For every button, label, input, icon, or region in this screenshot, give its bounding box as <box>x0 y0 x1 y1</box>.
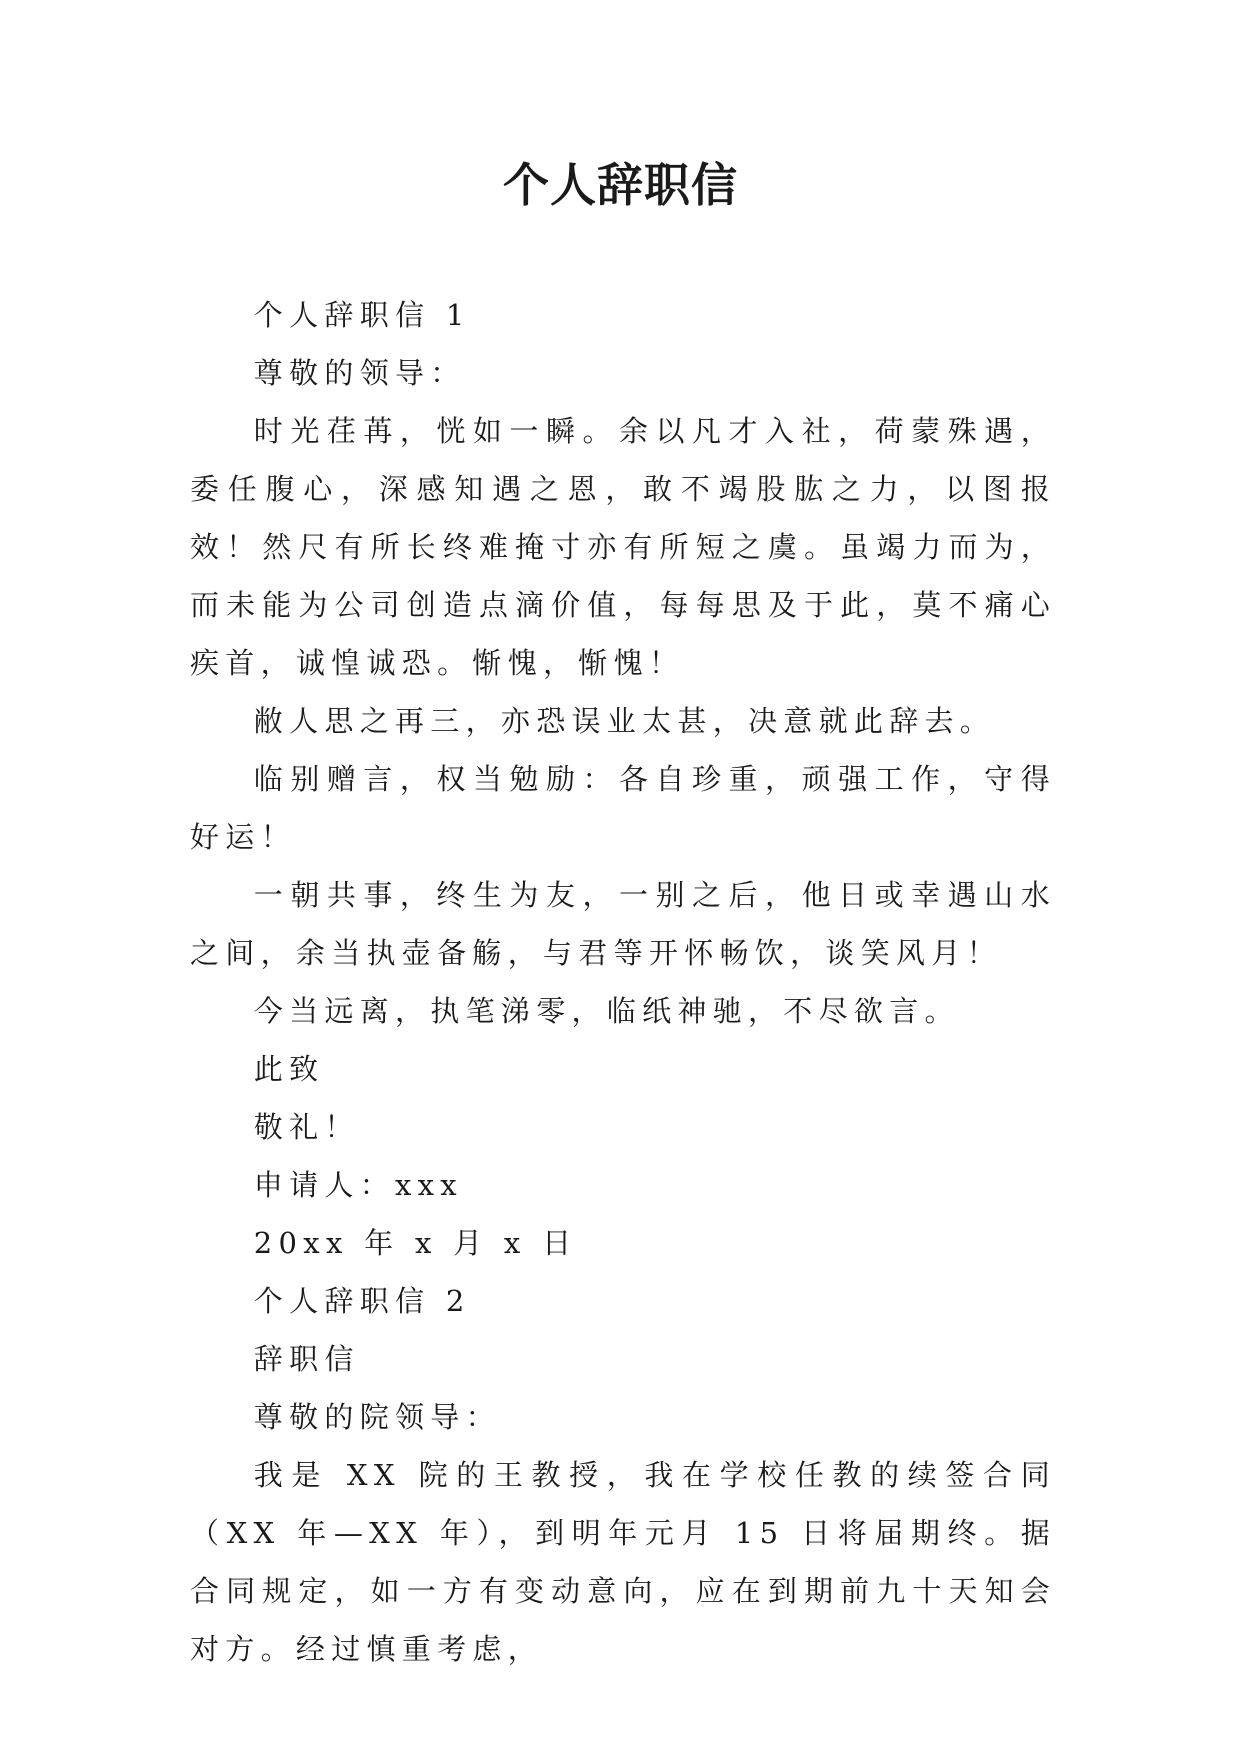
paragraph-date: 20xx 年 x 月 x 日 <box>253 1226 578 1260</box>
paragraph-salutation: 尊敬的院领导： <box>253 1400 501 1434</box>
paragraph-body: 敝人思之再三，亦恐误业太甚，决意就此辞去。 <box>253 704 996 738</box>
paragraph-body: 时光荏苒，恍如一瞬。余以凡才入社，荷蒙殊遇，委任腹心，深感知遇之恩，敢不竭股肱之力，以图报效！然尺有所长终难掩寸亦有所短之虞。虽竭力而为，而未能为公司创造点滴价值，每每思及于此，莫不痛心疾首，诚惶诚恐。惭愧，惭愧！ <box>190 414 1056 680</box>
paragraph-letter2-heading: 个人辞职信 2 <box>253 1284 471 1318</box>
paragraph-closing: 此致 <box>253 1052 325 1086</box>
document-body <box>190 286 1056 1678</box>
paragraph-signature: 申请人：xxx <box>253 1168 463 1202</box>
paragraph-body: 一朝共事，终生为友，一别之后，他日或幸遇山水之间，余当执壶备觞，与君等开怀畅饮，谈笑风月！ <box>190 878 1056 970</box>
paragraph-salutation: 尊敬的领导： <box>253 356 466 390</box>
paragraph-body: 我是 XX 院的王教授，我在学校任教的续签合同（XX 年—XX 年），到明年元月 15 日将届期终。据合同规定，如一方有变动意向，应在到期前九十天知会对方。经过慎重考虑， <box>190 1458 1056 1666</box>
document-title: 个人辞职信 <box>503 158 738 212</box>
paragraph-closing: 敬礼！ <box>253 1110 360 1144</box>
paragraph-letter1-heading: 个人辞职信 1 <box>253 298 471 332</box>
paragraph-body: 临别赠言，权当勉励：各自珍重，顽强工作，守得好运！ <box>190 762 1056 854</box>
paragraph-letter2-title: 辞职信 <box>253 1342 360 1376</box>
paragraph-body: 今当远离，执笔涕零，临纸神驰，不尽欲言。 <box>253 994 960 1028</box>
